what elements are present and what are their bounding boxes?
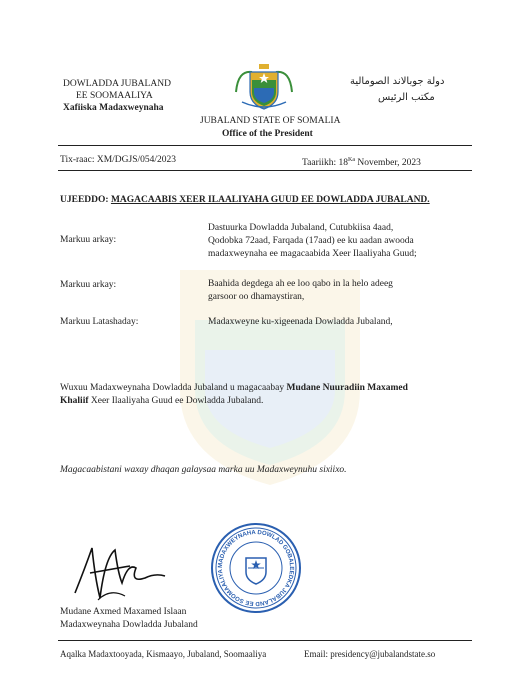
decision-line1-text: Wuxuu Madaxweynaha Dowladda Jubaland u magacaabay [60,383,287,393]
header-center-line2: Office of the President [222,129,313,139]
appointee-name-part2: Khaliif [60,396,89,406]
header-left-line1: DOWLADDA JUBALAND [63,79,171,89]
header-rule-bottom [58,170,472,171]
consideration-2-label: Markuu arkay: [60,280,117,290]
signatory-name: Mudane Axmed Maxamed Islaan [60,607,187,617]
header-right-line1: دولة جوبالاند الصومالية [350,76,445,87]
decision-line2 [60,395,263,407]
subject-text: MAGACAABIS XEER ILAALIYAHA GUUD EE DOWLADDA JUBALAND. [110,195,430,205]
subject-label: UJEEDDO: [60,195,109,205]
decision-line2-text: Xeer Ilaaliyaha Guud ee Dowladda Jubaland. [88,396,264,406]
footer-email: Email: presidency@jubalandstate.so [304,649,436,659]
jubaland-emblem-logo [232,62,296,112]
handwritten-signature [70,538,190,608]
reference-line [60,154,176,166]
subject-line [60,194,430,206]
date-label: Taariikh: [302,158,337,169]
date-line [302,154,421,169]
header-rule-top [58,145,472,146]
consideration-2-line1: Baahida degdega ah ee loo qabo in la helo adeeg [208,279,393,289]
date-suffix: Ka [348,157,356,163]
date-day: 18 [338,158,349,169]
reference-number: XM/DGJS/054/2023 [96,155,177,165]
footer-rule [58,640,472,641]
consideration-3-line1: Madaxweyne ku-xigeenada Dowladda Jubaland, [208,317,393,327]
consideration-1-line1: Dastuurka Dowladda Jubaland, Cutubkiisa 4aad, [208,223,394,233]
consideration-1-label: Markuu arkay: [60,235,117,245]
decision-line1 [60,382,408,394]
consideration-1-line3: madaxweynaha ee magacaabida Xeer Ilaaliyaha Guud; [208,249,417,259]
signatory-title: Madaxweynaha Dowladda Jubaland [60,620,198,630]
header-left-line2: EE SOOMAALIYA [76,91,153,101]
date-rest: November, 2023 [357,158,421,169]
consideration-3-label: Markuu Latashaday: [60,317,139,327]
effect-statement: Magacaabistani waxay dhaqan galaysaa marka uu Madaxweynuhu sixiixo. [60,465,347,475]
footer-address: Aqalka Madaxtooyada, Kismaayo, Jubaland, Soomaaliya [60,649,267,659]
appointee-name-part1: Mudane Nuuradiin Maxamed [286,383,408,393]
seal-text: MADAXWEYNAHA DOWLAD GOBALEEDKA JUBALAND EE SOOMAALIYA [217,529,295,607]
consideration-1-line2: Qodobka 72aad, Farqada (17aad) ee ku aadan awooda [208,236,414,246]
consideration-2-line2: garsoor oo dhamaystiran, [208,292,305,302]
official-seal [210,522,302,614]
header-right-line2: مكتب الرئيس [378,92,435,103]
header-left-line3: Xafiiska Madaxweynaha [63,103,164,113]
header-center-line1: JUBALAND STATE OF SOMALIA [200,116,341,126]
reference-label: Tix-raac: [60,155,95,165]
